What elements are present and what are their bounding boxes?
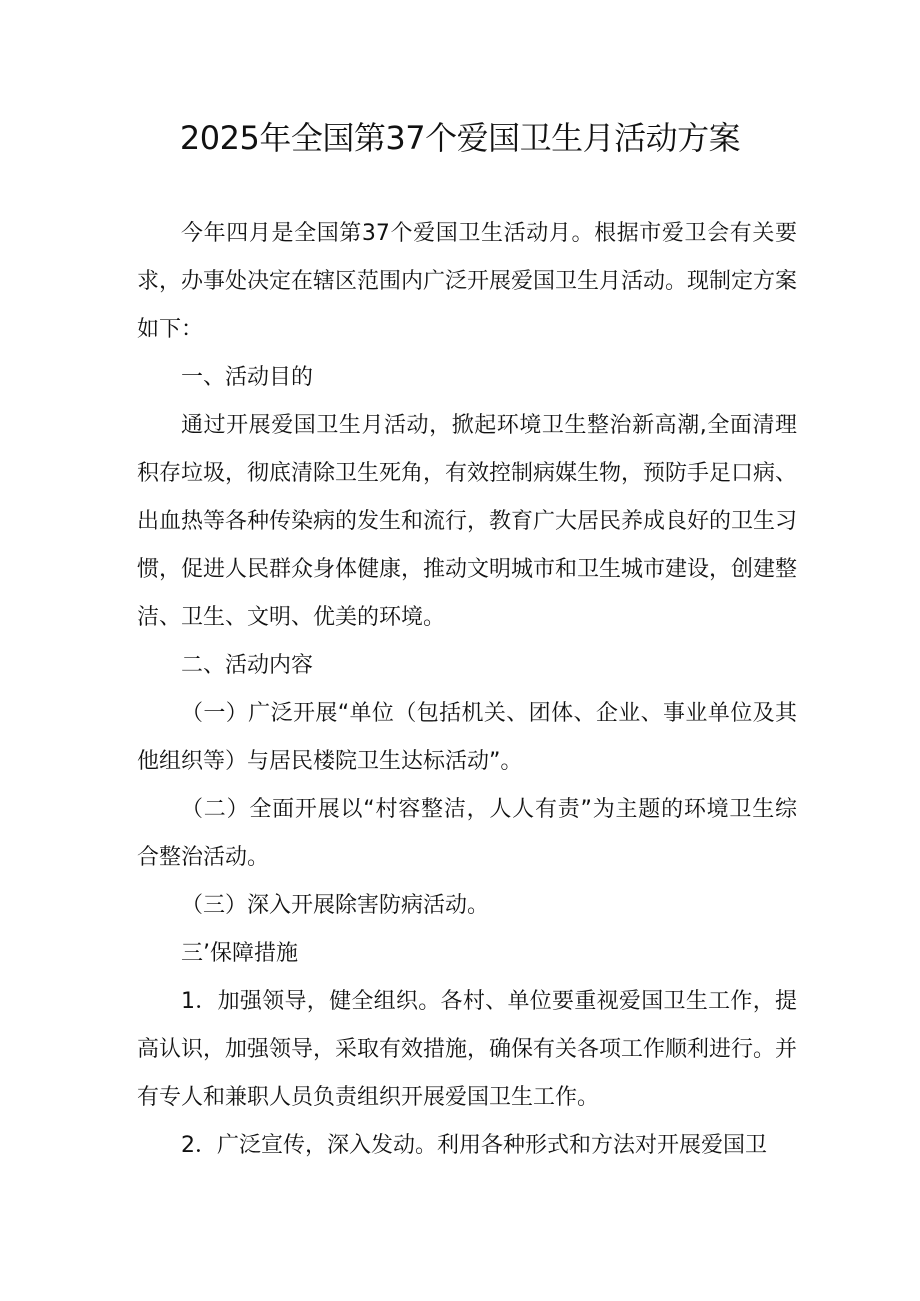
- heading-activity-purpose: 一、活动目的: [181, 365, 314, 390]
- document-body: [137, 210, 797, 1170]
- heading-activity-content: 二、活动内容: [181, 653, 314, 678]
- paragraph-measure-2: 2．广泛宣传，深入发动。利用各种形式和方法对开展爱国卫: [181, 1133, 767, 1158]
- paragraph-purpose: 通过开展爱国卫生月活动，掀起环境卫生整治新高潮,全面清理积存垃圾，彻底清除卫生死角，有效控制病媒生物，预防手足口病、出血热等各种传染病的发生和流行，教育广大居民养成良好的卫生习惯，促进人民群众身体健康，推动文明城市和卫生城市建设，创建整洁、卫生、文明、优美的环境。: [137, 413, 798, 630]
- document-title: 2025年全国第37个爱国卫生月活动方案: [179, 119, 741, 157]
- paragraph-content-3: （三）深入开展除害防病活动。: [181, 893, 490, 918]
- paragraph-intro: 今年四月是全国第37个爱国卫生活动月。根据市爱卫会有关要求，办事处决定在辖区范围内广泛开展爱国卫生月活动。现制定方案如下：: [137, 221, 798, 342]
- heading-safeguard-measures: 三’保障措施: [181, 941, 298, 966]
- paragraph-content-1: （一）广泛开展“单位（包括机关、团体、企业、事业单位及其他组织等）与居民楼院卫生达标活动”。: [137, 701, 797, 774]
- paragraph-measure-1: 1．加强领导，健全组织。各村、单位要重视爱国卫生工作，提高认识，加强领导，采取有效措施，确保有关各项工作顺利进行。并有专人和兼职人员负责组织开展爱国卫生工作。: [137, 989, 798, 1110]
- paragraph-content-2: （二）全面开展以“村容整洁，人人有责”为主题的环境卫生综合整治活动。: [137, 797, 798, 870]
